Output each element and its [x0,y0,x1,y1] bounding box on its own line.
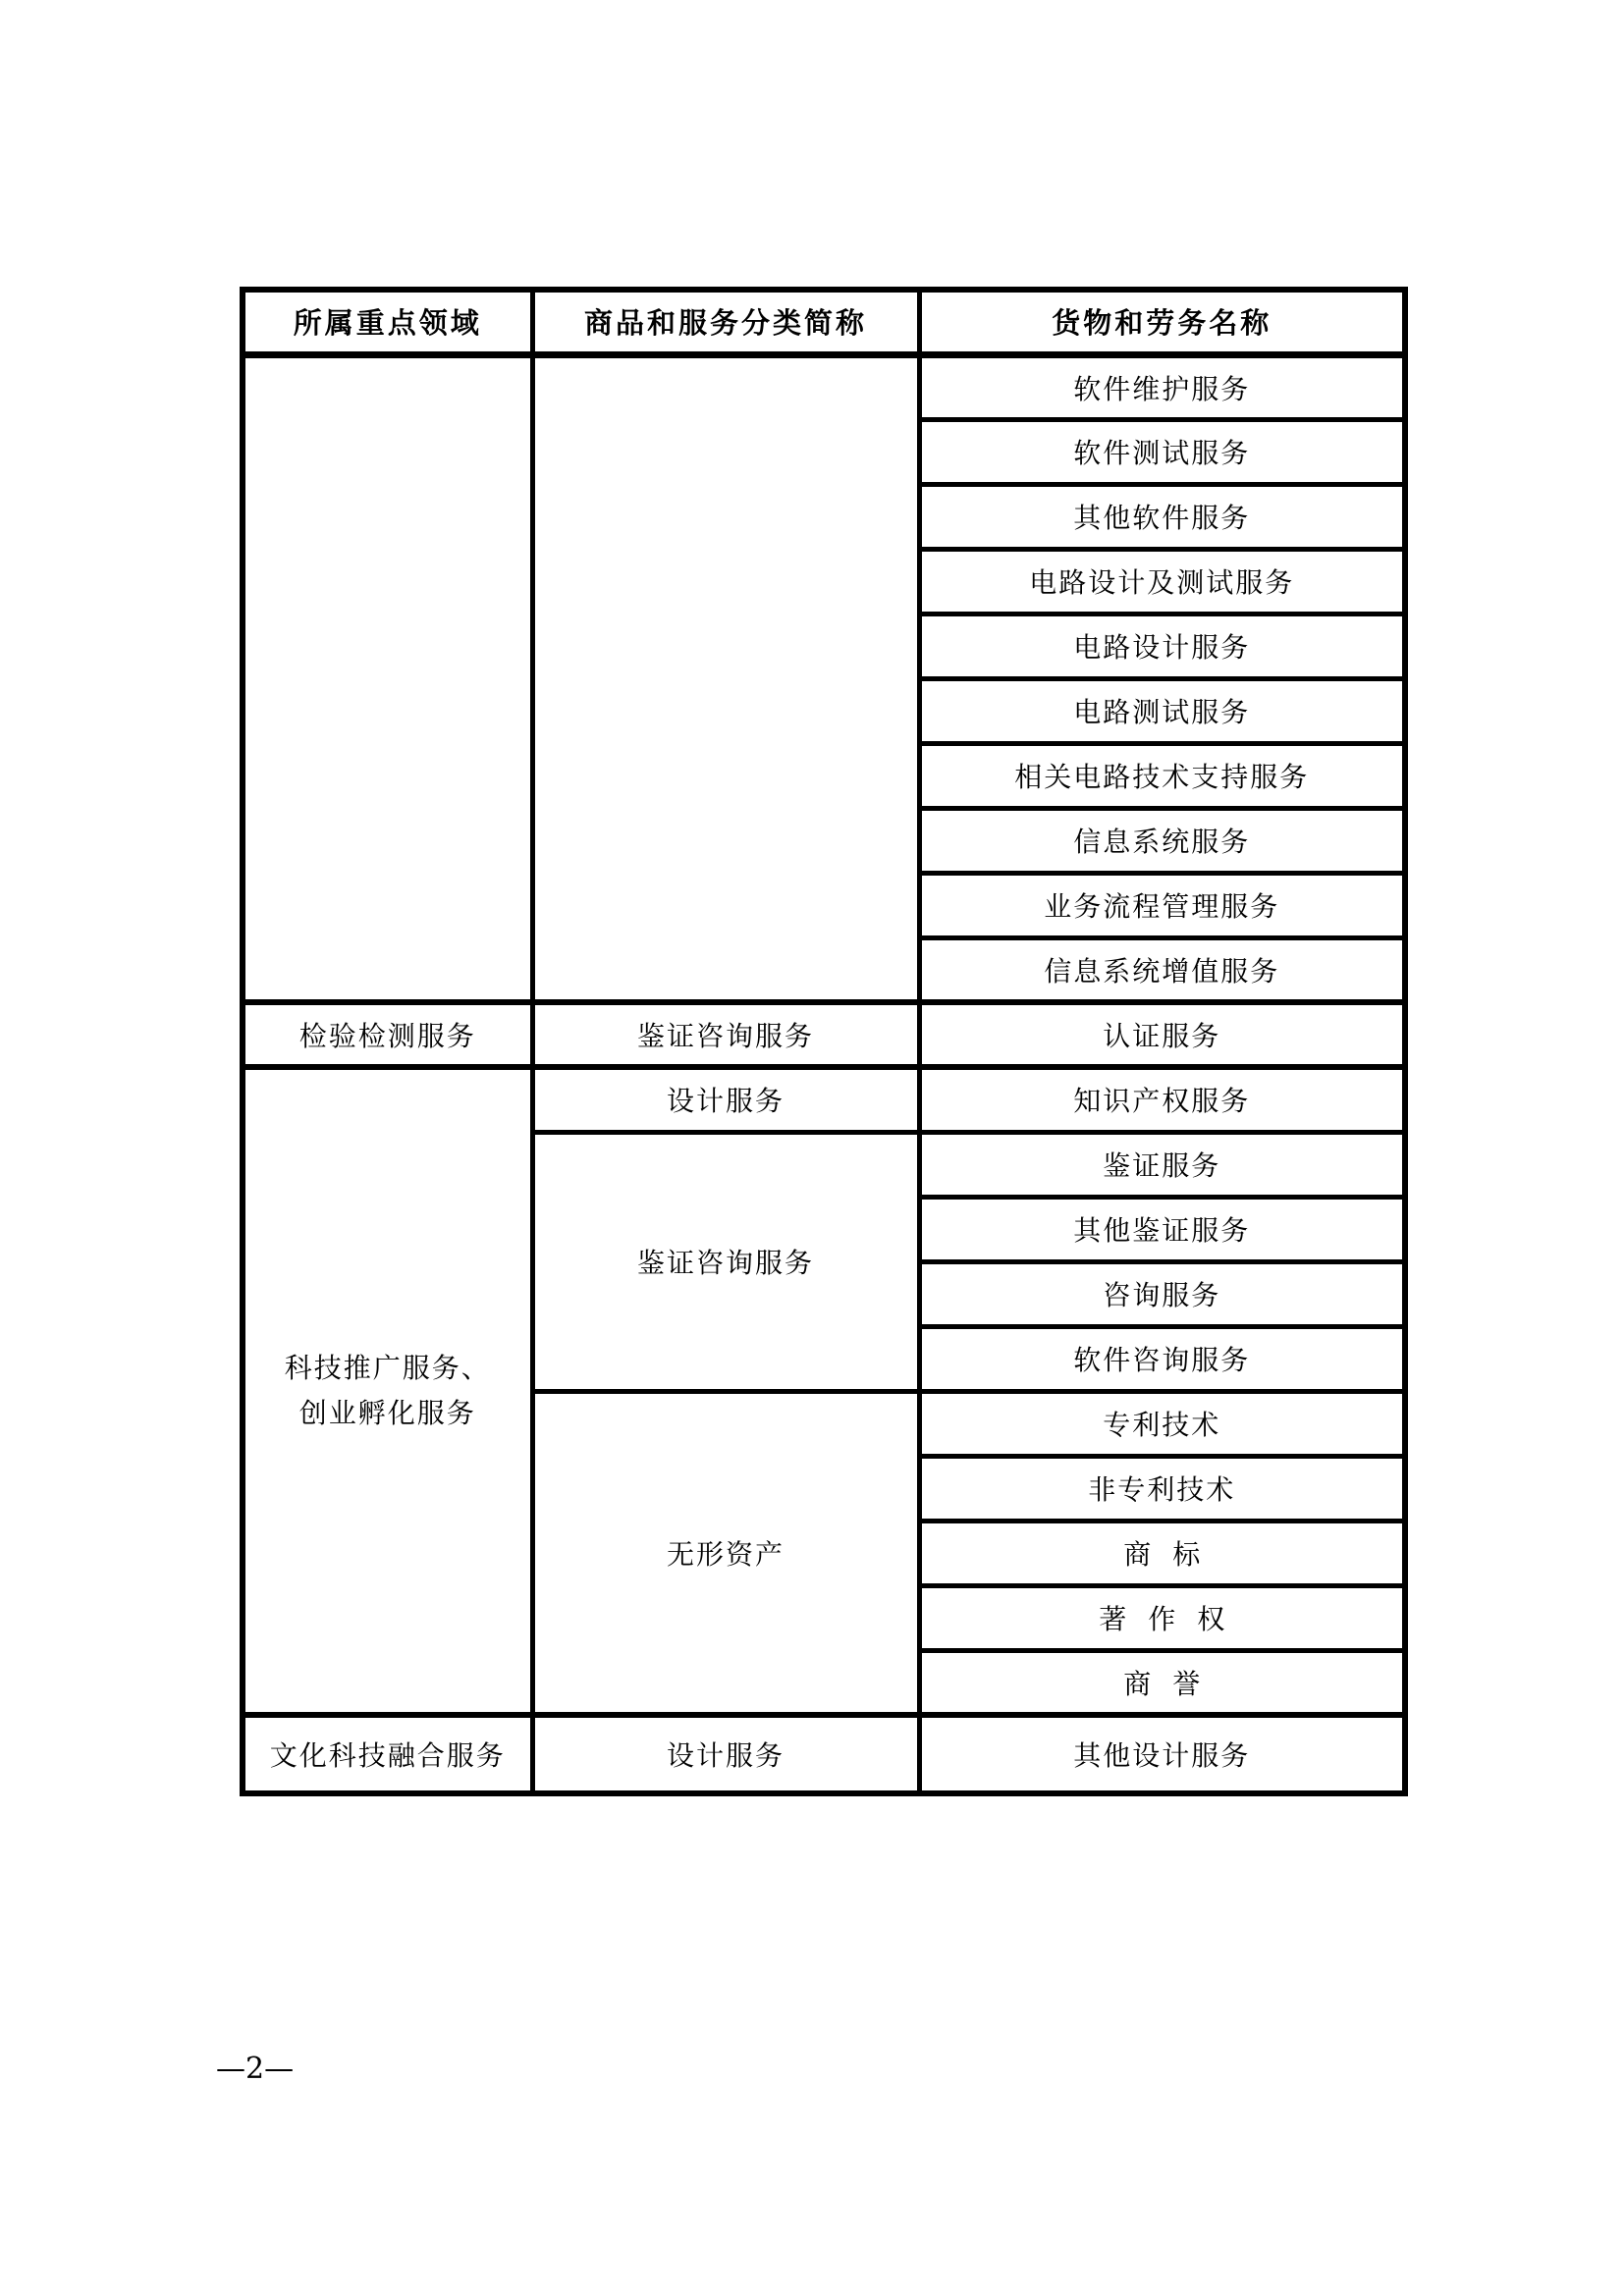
category-cell: 设计服务 [532,1715,919,1793]
column-header-category: 商品和服务分类简称 [532,290,919,354]
item-cell: 知识产权服务 [919,1067,1405,1132]
domain-cell [243,1067,532,1715]
classification-table [240,287,1408,1796]
table-row [243,1067,1405,1132]
item-cell: 其他鉴证服务 [919,1197,1405,1261]
domain-label-line2: 创业孵化服务 [298,1397,476,1429]
table-row [243,1715,1405,1793]
item-cell: 软件咨询服务 [919,1326,1405,1391]
item-cell: 软件测试服务 [919,419,1405,484]
table-row [243,1002,1405,1067]
item-cell: 业务流程管理服务 [919,873,1405,937]
domain-label-line1: 科技推广服务、 [284,1352,491,1384]
item-cell: 软件维护服务 [919,354,1405,419]
domain-cell: 检验检测服务 [243,1002,532,1067]
column-header-goods-name: 货物和劳务名称 [919,290,1405,354]
item-cell: 非专利技术 [919,1456,1405,1521]
category-cell-empty [532,354,919,1002]
item-cell: 电路设计及测试服务 [919,549,1405,614]
item-cell: 信息系统服务 [919,808,1405,873]
category-cell: 鉴证咨询服务 [532,1002,919,1067]
category-cell: 设计服务 [532,1067,919,1132]
category-cell: 鉴证咨询服务 [532,1132,919,1391]
item-cell: 商誉 [919,1650,1405,1715]
item-cell: 商标 [919,1521,1405,1585]
item-cell: 电路测试服务 [919,678,1405,743]
item-cell: 信息系统增值服务 [919,937,1405,1002]
table-header-row [243,290,1405,354]
item-cell: 相关电路技术支持服务 [919,743,1405,808]
item-cell: 专利技术 [919,1391,1405,1456]
item-cell: 鉴证服务 [919,1132,1405,1197]
item-cell: 著作权 [919,1585,1405,1650]
page-number: —2— [216,2052,295,2086]
item-cell: 其他软件服务 [919,484,1405,549]
table-row [243,354,1405,419]
category-cell: 无形资产 [532,1391,919,1715]
domain-cell: 文化科技融合服务 [243,1715,532,1793]
column-header-key-domain: 所属重点领域 [243,290,532,354]
item-cell: 其他设计服务 [919,1715,1405,1793]
item-cell: 认证服务 [919,1002,1405,1067]
item-cell: 电路设计服务 [919,614,1405,678]
domain-cell-empty [243,354,532,1002]
item-cell: 咨询服务 [919,1261,1405,1326]
